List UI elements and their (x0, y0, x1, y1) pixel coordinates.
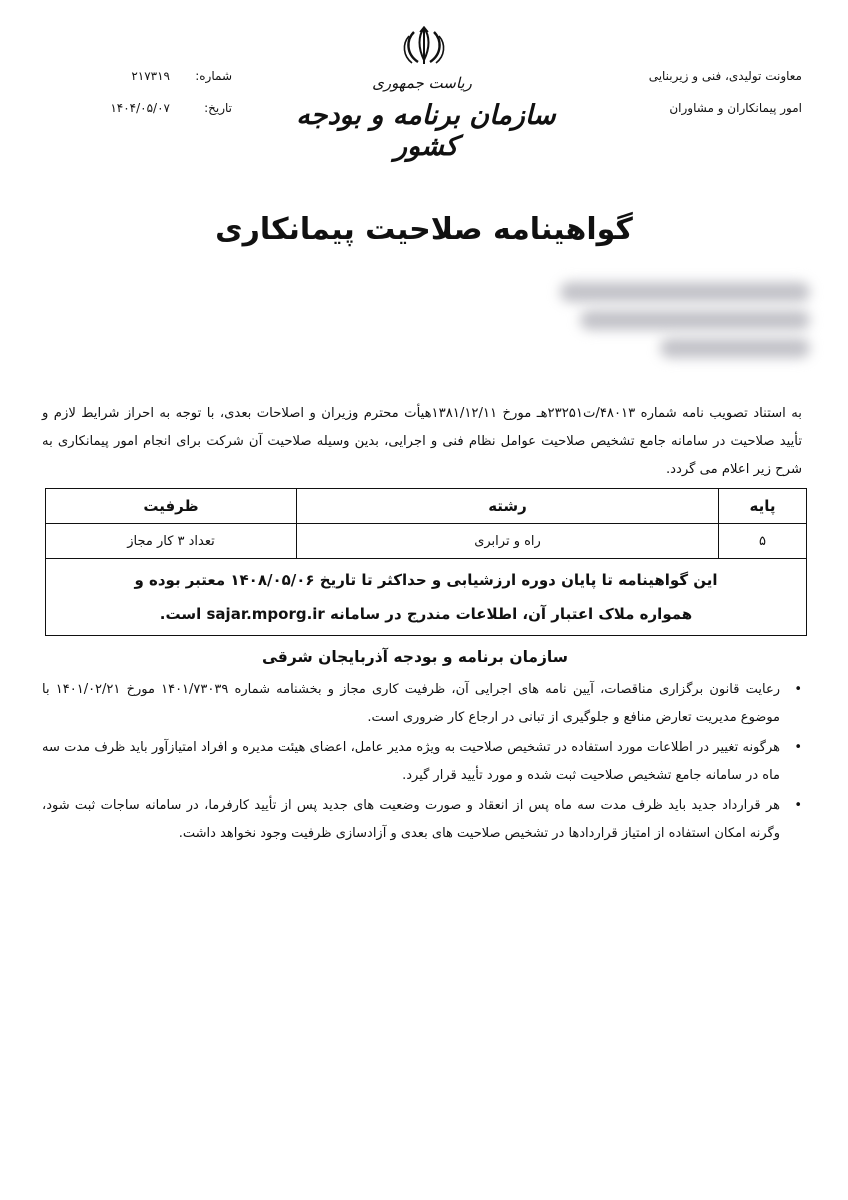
redacted-recipient (560, 282, 810, 360)
notes-list (42, 676, 802, 850)
list-item: • هر قرارداد جدید باید ظرف مدت سه ماه پس از انعقاد و صورت وضعیت های جدید پس از تأیید کارفرما، در سامانه ساجات ثبت شود، وگرنه امکان استفاده از امتیاز قراردادها در تشخیص صلاحیت های بعدی و آزادسازی ظرفیت وجود نخواهد داشت. (42, 792, 802, 848)
validity-line2: همواره ملاک اعتبار آن، اطلاعات مندرج در سامانه sajar.mporg.ir است. (159, 605, 693, 623)
letter-reference (72, 60, 232, 124)
header-field: رشته (297, 489, 719, 524)
validity-notice (46, 559, 807, 636)
issuing-unit-line1: معاونت تولیدی، فنی و زیربنایی (648, 69, 802, 83)
organization-logotype: سازمان برنامه و بودجه کشور (296, 100, 556, 162)
signer-organization: سازمان برنامه و بودجه آذربایجان شرقی (262, 648, 568, 666)
validity-row (46, 559, 807, 636)
iran-emblem-icon (384, 26, 464, 66)
list-item: • رعایت قانون برگزاری مناقصات، آیین نامه های اجرایی آن، ظرفیت کاری مجاز و بخشنامه شماره ۱۴۰۱/۷۳۰۳۹ مورخ ۱۴۰۱/۰۲/۲۱ با موضوع مدیریت تعارض منافع و جلوگیری از تبانی در ارجاع کار ضروری است. (42, 676, 802, 732)
table-header-row (46, 489, 807, 524)
date-row (72, 92, 232, 124)
date-label: تاریخ: (204, 101, 232, 115)
intro-paragraph: به استناد تصویب نامه شماره ۴۸۰۱۳/ت۲۳۲۵۱هـ مورخ ۱۳۸۱/۱۲/۱۱هیأت محترم وزیران و اصلاحات بعدی، با توجه به احراز شرایط لازم و تأیید صلاحیت در سامانه جامع تشخیص صلاحیت عوامل نظام فنی و اجرایی، بدین وسیله صلاحیت آن شرکت برای انجام امور پیمانکاری به شرح زیر اعلام می گردد. (42, 406, 802, 477)
cell-field: راه و ترابری (297, 524, 719, 559)
cell-capacity: تعداد ۳ کار مجاز (46, 524, 297, 559)
presidency-label: ریاست جمهوری (372, 74, 472, 92)
number-row (72, 60, 232, 92)
qualification-table (45, 488, 807, 636)
number-label: شماره: (195, 69, 232, 83)
issuing-unit (582, 60, 802, 124)
table-row (46, 524, 807, 559)
date-value: ۱۴۰۴/۰۵/۰۷ (110, 101, 170, 115)
redacted-line (660, 338, 810, 358)
redacted-line (580, 310, 810, 330)
issuing-unit-line2: امور پیمانکاران و مشاوران (669, 101, 802, 115)
header-base: پایه (719, 489, 807, 524)
header-capacity: ظرفیت (46, 489, 297, 524)
cell-base: ۵ (719, 524, 807, 559)
number-value: ۲۱۷۳۱۹ (131, 69, 170, 83)
validity-line1: این گواهینامه تا پایان دوره ارزشیابی و حداکثر تا تاریخ ۱۴۰۸/۰۵/۰۶ معتبر بوده و (134, 571, 718, 589)
list-item: • هرگونه تغییر در اطلاعات مورد استفاده در تشخیص صلاحیت به ویژه مدیر عامل، اعضای هیئت مدیره و افراد امتیازآور باید ظرف مدت سه ماه در سامانه جامع تشخیص صلاحیت ثبت شده و مورد تأیید قرار گیرد. (42, 734, 802, 790)
page-title: گواهینامه صلاحیت پیمانکاری (215, 212, 633, 247)
redacted-line (560, 282, 810, 302)
